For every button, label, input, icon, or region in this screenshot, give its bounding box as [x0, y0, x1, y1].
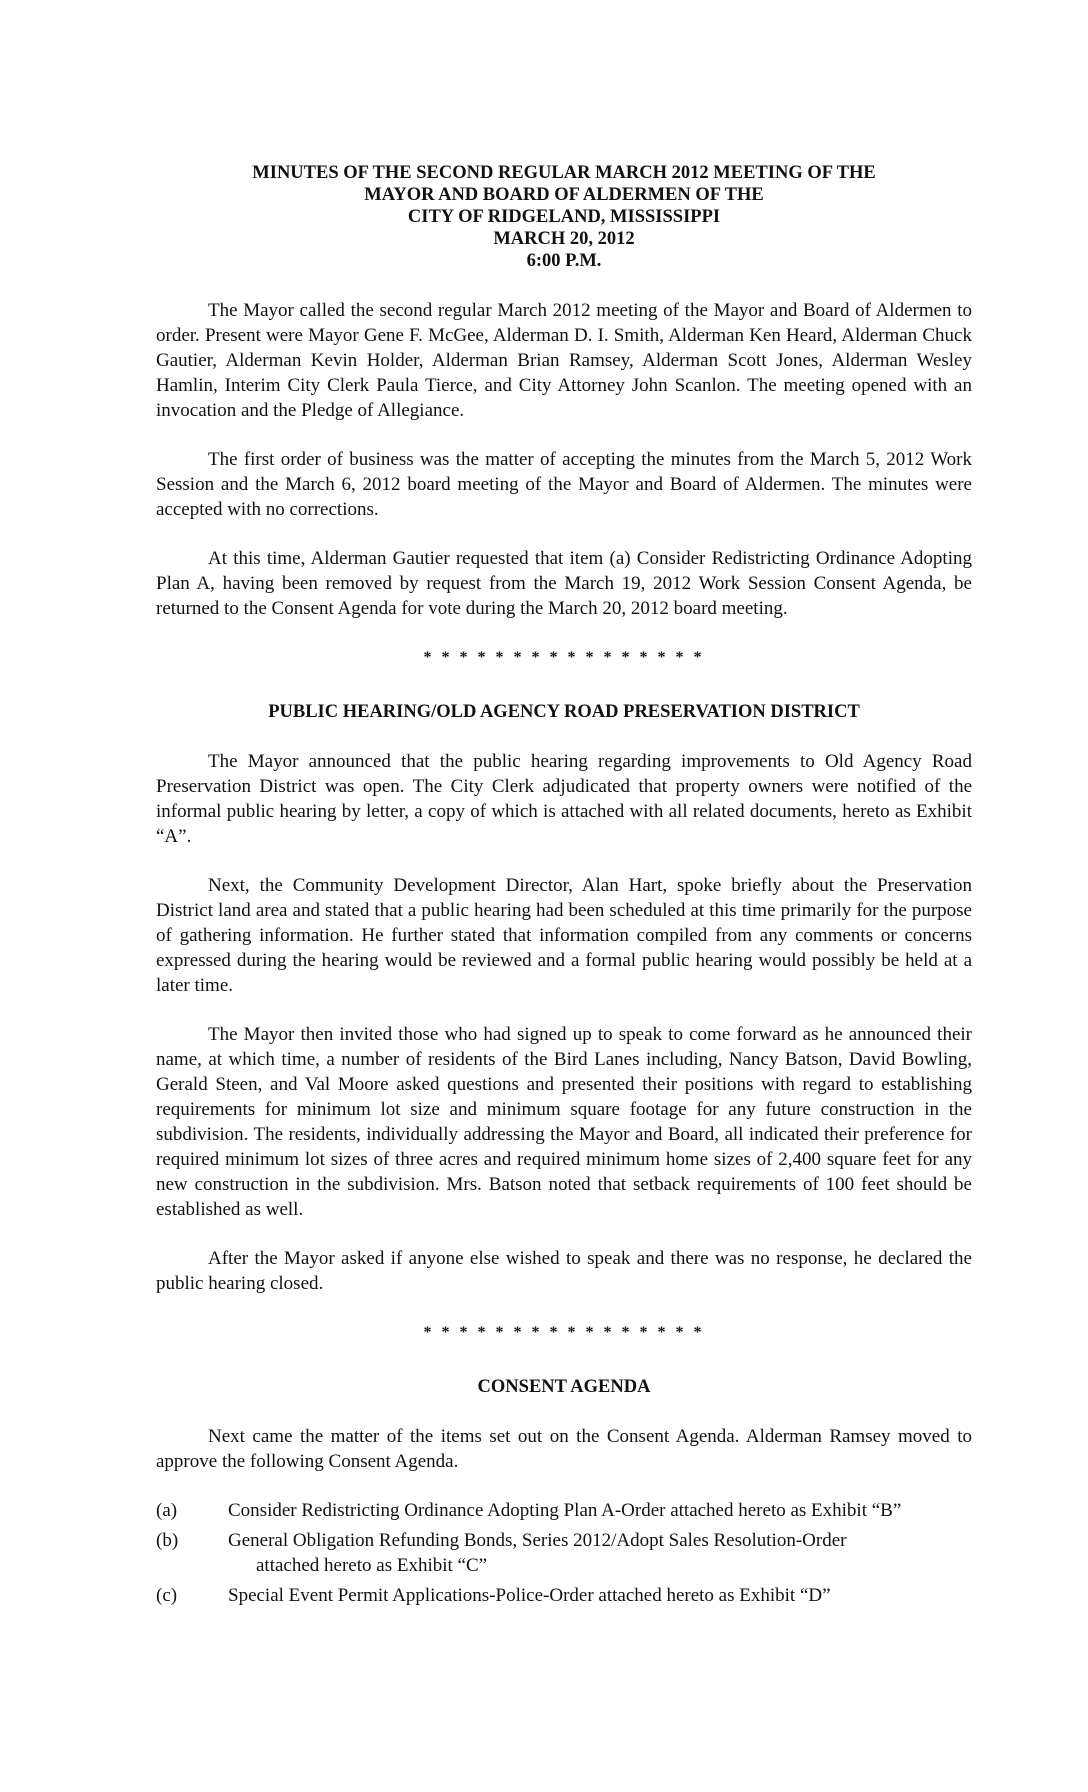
section-divider: * * * * * * * * * * * * * * * *: [423, 1324, 705, 1341]
title-line: MINUTES OF THE SECOND REGULAR MARCH 2012 MEETING OF THE: [252, 163, 876, 183]
consent-paragraph: Next came the matter of the items set out on the Consent Agenda. Alderman Ramsey moved to approve the following Consent Agenda.: [156, 1426, 972, 1472]
item-text: [228, 1528, 972, 1578]
list-item: [156, 1498, 972, 1523]
hearing-paragraph: The Mayor announced that the public hearing regarding improvements to Old Agency Road Preservation District was open. The City Clerk adjudicated that property owners were notified of the informal public hearing by letter, a copy of which is attached with all related documents, hereto as Exhibit “A”.: [156, 751, 972, 847]
item-text-line: Consider Redistricting Ordinance Adopting Plan A-Order attached hereto as Exhibit “B”: [228, 1500, 902, 1521]
hearing-paragraph: After the Mayor asked if anyone else wished to speak and there was no response, he declared the public hearing closed.: [156, 1248, 972, 1294]
item-text: [228, 1498, 972, 1523]
section-divider: * * * * * * * * * * * * * * * *: [423, 649, 705, 666]
item-text: [228, 1583, 972, 1608]
gautier-request-paragraph: At this time, Alderman Gautier requested that item (a) Consider Redistricting Ordinance Adopting Plan A, having been removed by request from the March 19, 2012 Work Session Consent Agenda, be returned to the Consent Agenda for vote during the March 20, 2012 board meeting.: [156, 548, 972, 619]
item-text-line: General Obligation Refunding Bonds, Series 2012/Adopt Sales Resolution-Order: [228, 1530, 847, 1551]
hearing-heading: PUBLIC HEARING/OLD AGENCY ROAD PRESERVATION DISTRICT: [268, 702, 860, 722]
item-text-continuation: attached hereto as Exhibit “C”: [256, 1555, 488, 1576]
hearing-paragraph: Next, the Community Development Director, Alan Hart, spoke briefly about the Preservation District land area and stated that a public hearing had been scheduled at this time primarily for the purpose of gathering information. He further stated that information compiled from any comments or concerns expressed during the hearing would be reviewed and a formal public hearing would possibly be held at a later time.: [156, 875, 972, 996]
list-item: [156, 1583, 972, 1608]
minutes-paragraph: The first order of business was the matter of accepting the minutes from the March 5, 2012 Work Session and the March 6, 2012 board meeting of the Mayor and Board of Aldermen. The minutes were accepted with no corrections.: [156, 449, 972, 520]
consent-heading: CONSENT AGENDA: [477, 1377, 651, 1397]
list-item: [156, 1528, 972, 1578]
item-marker: (b): [156, 1530, 179, 1551]
item-marker: (a): [156, 1500, 178, 1521]
hearing-paragraph: The Mayor then invited those who had signed up to speak to come forward as he announced their name, at which time, a number of residents of the Bird Lanes including, Nancy Batson, David Bowling, Gerald Steen, and Val Moore asked questions and presented their positions with regard to establishing requirements for minimum lot size and minimum square footage for any future construction in the subdivision. The residents, individually addressing the Mayor and Board, all indicated their preference for required minimum lot sizes of three acres and required minimum home sizes of 2,400 square feet for any new construction in the subdivision. Mrs. Batson noted that setback requirements of 100 feet should be established as well.: [156, 1024, 972, 1220]
consent-agenda-list: [156, 1498, 972, 1608]
title-line: CITY OF RIDGELAND, MISSISSIPPI: [407, 207, 721, 227]
title-date: MARCH 20, 2012: [493, 229, 635, 249]
item-text-line: Special Event Permit Applications-Police-Order attached hereto as Exhibit “D”: [228, 1585, 831, 1606]
title-line: MAYOR AND BOARD OF ALDERMEN OF THE: [364, 185, 764, 205]
document-title: [156, 162, 972, 272]
title-time: 6:00 P.M.: [526, 251, 602, 271]
item-marker: (c): [156, 1585, 178, 1606]
intro-paragraph: The Mayor called the second regular March 2012 meeting of the Mayor and Board of Aldermen to order. Present were Mayor Gene F. McGee, Alderman D. I. Smith, Alderman Ken Heard, Alderman Chuck Gautier, Alderman Kevin Holder, Alderman Brian Ramsey, Alderman Scott Jones, Alderman Wesley Hamlin, Interim City Clerk Paula Tierce, and City Attorney John Scanlon. The meeting opened with an invocation and the Pledge of Allegiance.: [156, 300, 972, 421]
